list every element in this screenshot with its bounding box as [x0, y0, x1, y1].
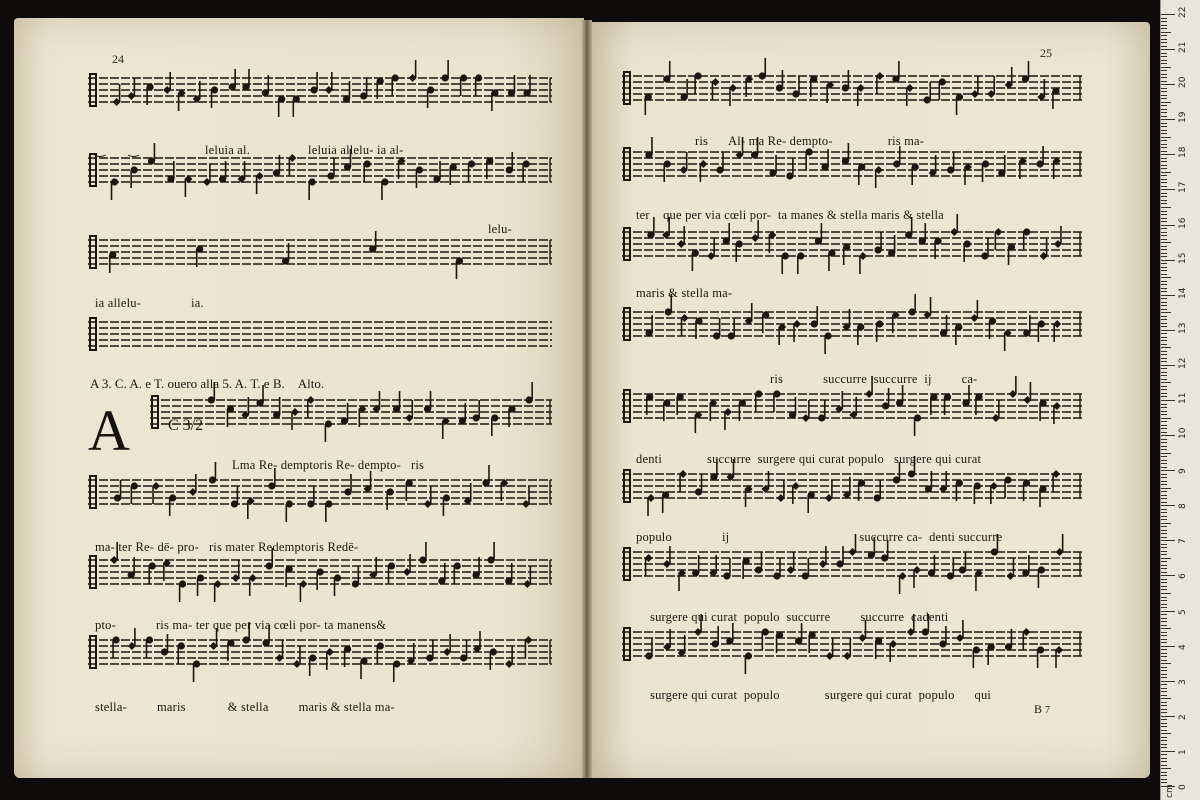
ruler-tick [1161, 449, 1167, 450]
ruler-tick [1161, 537, 1167, 538]
ruler-tick [1161, 477, 1167, 478]
ruler-tick [1161, 639, 1167, 640]
ruler-unit: cm [1165, 784, 1175, 798]
ruler-tick [1161, 737, 1167, 738]
ruler-label: 15 [1178, 252, 1188, 264]
ruler-tick [1161, 88, 1167, 89]
lyric-line: pto- ris ma- ter que per via cœli por- ta manens& [95, 618, 387, 632]
ruler-tick [1161, 393, 1167, 394]
ruler-tick [1161, 512, 1167, 513]
ruler-tick [1161, 102, 1171, 103]
ruler-tick [1161, 554, 1167, 555]
ruler-tick [1161, 407, 1167, 408]
ruler-tick [1161, 32, 1171, 33]
ruler-tick [1161, 144, 1167, 145]
ruler-tick [1161, 98, 1167, 99]
ruler-label: 11 [1178, 392, 1188, 404]
ruler-label: 20 [1178, 76, 1188, 89]
ruler-tick [1161, 695, 1167, 696]
ruler-tick [1161, 46, 1167, 47]
ruler-tick [1161, 361, 1167, 362]
ruler-tick [1161, 768, 1171, 769]
ruler-tick [1161, 702, 1167, 703]
ruler-tick [1161, 130, 1167, 131]
ruler-tick [1161, 305, 1167, 306]
ruler-tick [1161, 337, 1167, 338]
ruler-tick [1161, 568, 1167, 569]
ruler-tick [1161, 467, 1167, 468]
ruler-tick [1161, 719, 1167, 720]
ruler-tick [1161, 523, 1171, 524]
ruler-tick [1161, 288, 1167, 289]
music-staff [622, 214, 1082, 274]
lyric-line: stella- maris & stella maris & stella ma- [95, 700, 395, 714]
ruler-label: 16 [1178, 217, 1188, 229]
ruler-tick [1161, 439, 1167, 440]
ruler-tick [1161, 516, 1167, 517]
ruler-tick [1161, 84, 1175, 85]
ruler-tick [1161, 600, 1167, 601]
ruler-tick [1161, 168, 1167, 169]
ruler-tick [1161, 502, 1167, 503]
ruler-tick [1161, 18, 1167, 19]
ruler-tick [1161, 558, 1171, 559]
ruler-tick [1161, 91, 1167, 92]
ruler-tick [1161, 242, 1171, 243]
ruler-tick [1161, 182, 1167, 183]
ruler-tick [1161, 347, 1171, 348]
ruler-tick [1161, 56, 1167, 57]
ruler-tick [1161, 344, 1167, 345]
ruler-tick [1161, 593, 1171, 594]
ruler-tick [1161, 186, 1167, 187]
ruler-label: 14 [1178, 287, 1188, 299]
ruler-tick [1161, 333, 1167, 334]
ruler-tick [1161, 249, 1167, 250]
ruler-tick [1161, 309, 1167, 310]
ruler-tick [1161, 474, 1167, 475]
ruler-tick [1161, 137, 1171, 138]
ruler-tick [1161, 221, 1167, 222]
ruler-tick [1161, 372, 1167, 373]
ruler-tick [1161, 428, 1167, 429]
ruler-tick [1161, 519, 1167, 520]
ruler-tick [1161, 744, 1167, 745]
ruler-tick [1161, 351, 1167, 352]
measurement-ruler [1160, 0, 1200, 800]
ruler-label: 13 [1178, 322, 1188, 334]
ruler-tick [1161, 505, 1175, 506]
ruler-tick [1161, 540, 1175, 541]
ruler-tick [1161, 625, 1167, 626]
ruler-tick [1161, 21, 1167, 22]
ruler-tick [1161, 270, 1167, 271]
ruler-tick [1161, 211, 1167, 212]
ruler-tick [1161, 481, 1167, 482]
ruler-tick [1161, 688, 1167, 689]
lyric-line: surgere qui curat populo succurre succurre cadenti [650, 610, 949, 624]
ruler-tick [1161, 235, 1167, 236]
ruler-label: 18 [1178, 146, 1188, 159]
ruler-tick [1161, 754, 1167, 755]
ruler-tick [1161, 681, 1175, 682]
ruler-tick [1161, 442, 1167, 443]
ruler-label: 7 [1178, 538, 1188, 545]
ruler-tick [1161, 316, 1167, 317]
left-page-number: 24 [112, 52, 124, 66]
ruler-tick [1161, 42, 1167, 43]
ruler-tick [1161, 116, 1167, 117]
ruler-tick [1161, 765, 1167, 766]
ruler-tick [1161, 621, 1167, 622]
ruler-tick [1161, 667, 1167, 668]
ruler-tick [1161, 712, 1167, 713]
ruler-tick [1161, 291, 1167, 292]
ruler-tick [1161, 225, 1175, 226]
ruler-tick [1161, 547, 1167, 548]
ruler-tick [1161, 147, 1167, 148]
ruler-tick [1161, 196, 1167, 197]
ruler-tick [1161, 28, 1167, 29]
ruler-tick [1161, 446, 1167, 447]
ruler-tick [1161, 109, 1167, 110]
ruler-tick [1161, 35, 1167, 36]
ruler-label: 2 [1178, 714, 1188, 720]
ruler-tick [1161, 60, 1167, 61]
ruler-tick [1161, 263, 1167, 264]
ruler-tick [1161, 239, 1167, 240]
ruler-tick [1161, 246, 1167, 247]
ruler-tick [1161, 530, 1167, 531]
ruler-label: 0 [1178, 784, 1188, 790]
ruler-label: 21 [1178, 41, 1188, 54]
ruler-tick [1161, 214, 1167, 215]
ruler-tick [1161, 172, 1171, 173]
ruler-label: 8 [1178, 503, 1188, 510]
ruler-tick [1161, 400, 1175, 401]
ruler-tick [1161, 674, 1167, 675]
ruler-tick [1161, 298, 1167, 299]
ruler-tick [1161, 277, 1171, 278]
ruler-tick [1161, 95, 1167, 96]
ruler-tick [1161, 632, 1167, 633]
music-staff [88, 231, 552, 279]
lyric-line: maris & stella ma- [636, 286, 733, 300]
ruler-tick [1161, 207, 1171, 208]
ruler-label: 22 [1178, 6, 1188, 18]
ruler-tick [1161, 779, 1167, 780]
ruler-tick [1161, 330, 1175, 331]
ruler-tick [1161, 460, 1167, 461]
ruler-tick [1161, 772, 1167, 773]
music-staff [88, 60, 552, 117]
lyric-line: ‿ ‿ leluia al. leluia allelu- ia al- [95, 143, 404, 157]
ruler-tick [1161, 628, 1171, 629]
ruler-tick [1161, 203, 1167, 204]
ruler-label: 4 [1178, 643, 1188, 650]
ruler-tick [1161, 295, 1175, 296]
ruler-tick [1161, 368, 1167, 369]
ruler-tick [1161, 607, 1167, 608]
ruler-tick [1161, 495, 1167, 496]
ruler-tick [1161, 435, 1175, 436]
ruler-tick [1161, 161, 1167, 162]
ruler-tick [1161, 67, 1171, 68]
ruler-tick [1161, 70, 1167, 71]
ruler-tick [1161, 274, 1167, 275]
ruler-tick [1161, 81, 1167, 82]
ruler-tick [1161, 579, 1167, 580]
voicing-heading: A 3. C. A. e T. ouero alla 5. A. T. e B. Alto. [90, 376, 325, 391]
ruler-tick [1161, 105, 1167, 106]
ruler-tick [1161, 533, 1167, 534]
ruler-tick [1161, 421, 1167, 422]
lyric-line: ia allelu- ia. [95, 296, 204, 310]
ruler-tick [1161, 618, 1167, 619]
ruler-tick [1161, 53, 1167, 54]
ruler-tick [1161, 589, 1167, 590]
ruler-tick [1161, 340, 1167, 341]
music-staff [622, 58, 1082, 115]
lyric-line: ma- ter Re- dē- pro- ris mater Redemptoris Redē- [95, 540, 359, 554]
ruler-tick [1161, 544, 1167, 545]
ruler-tick [1161, 77, 1167, 78]
ruler-tick [1161, 228, 1167, 229]
ruler-tick [1161, 698, 1171, 699]
ruler-tick [1161, 456, 1167, 457]
ruler-label: 5 [1178, 608, 1188, 615]
ruler-tick [1161, 39, 1167, 40]
ruler-tick [1161, 126, 1167, 127]
ruler-tick [1161, 572, 1167, 573]
ruler-tick [1161, 660, 1167, 661]
ruler-tick [1161, 453, 1171, 454]
ruler-tick [1161, 389, 1167, 390]
right-page-number: 25 [1040, 46, 1052, 60]
ruler-tick [1161, 586, 1167, 587]
lyric-line: Lma Re- demptoris Re- dempto- ris [232, 458, 425, 472]
ruler-tick [1161, 716, 1175, 717]
ruler-tick [1161, 684, 1167, 685]
lyric-line: lelu- [488, 222, 512, 236]
music-staff [622, 294, 1082, 354]
ruler-tick [1161, 561, 1167, 562]
ruler-tick [1161, 260, 1175, 261]
ruler-tick [1161, 730, 1167, 731]
ruler-tick [1161, 582, 1167, 583]
ruler-tick [1161, 382, 1171, 383]
ruler-tick [1161, 396, 1167, 397]
ruler-tick [1161, 386, 1167, 387]
ruler-tick [1161, 635, 1167, 636]
ruler-label: 19 [1178, 111, 1188, 124]
ruler-tick [1161, 425, 1167, 426]
ruler-tick [1161, 726, 1167, 727]
ruler-label: 12 [1178, 357, 1188, 369]
ruler-tick [1161, 498, 1167, 499]
ruler-tick [1161, 646, 1175, 647]
ruler-tick [1161, 418, 1171, 419]
voice-label: Alto. [297, 376, 325, 391]
ruler-tick [1161, 775, 1167, 776]
ruler-tick [1161, 319, 1167, 320]
decorated-initial: A [88, 398, 130, 463]
ruler-tick [1161, 411, 1167, 412]
ruler-tick [1161, 158, 1167, 159]
lyric-line: populo ij succurre ca- denti succurre [636, 530, 1003, 544]
ruler-tick [1161, 761, 1167, 762]
ruler-tick [1161, 677, 1167, 678]
lyric-line: ter que per via cœli por- ta manes & stella maris & stella [636, 208, 944, 222]
lyric-line: surgere qui curat populo surgere qui curat populo qui [650, 688, 992, 702]
ruler-tick [1161, 112, 1167, 113]
ruler-label: 9 [1178, 468, 1188, 475]
ruler-tick [1161, 312, 1171, 313]
ruler-tick [1161, 663, 1171, 664]
ruler-tick [1161, 140, 1167, 141]
ruler-tick [1161, 74, 1167, 75]
ruler-tick [1161, 354, 1167, 355]
ruler-tick [1161, 575, 1175, 576]
ruler-tick [1161, 284, 1167, 285]
ruler-tick [1161, 123, 1167, 124]
ruler-tick [1161, 49, 1175, 50]
ruler-label: 3 [1178, 678, 1188, 685]
ruler-tick [1161, 432, 1167, 433]
ruler-tick [1161, 179, 1167, 180]
ruler-tick [1161, 491, 1167, 492]
ruler-tick [1161, 565, 1167, 566]
ruler-tick [1161, 165, 1167, 166]
lyric-line: ris Al- ma Re- dempto- ris ma- [695, 134, 925, 148]
ruler-tick [1161, 670, 1167, 671]
ruler-tick [1161, 691, 1167, 692]
time-signature: C 3/2 [168, 417, 204, 434]
ruler-tick [1161, 154, 1175, 155]
ruler-tick [1161, 758, 1167, 759]
ruler-label: 17 [1178, 182, 1188, 194]
ruler-tick [1161, 470, 1175, 471]
ruler-tick [1161, 649, 1167, 650]
ruler-tick [1161, 709, 1167, 710]
ruler-label: 1 [1178, 749, 1188, 755]
ruler-tick [1161, 751, 1175, 752]
ruler-tick [1161, 705, 1167, 706]
ruler-tick [1161, 526, 1167, 527]
ruler-tick [1161, 302, 1167, 303]
ruler-tick [1161, 653, 1167, 654]
signature-mark: B 7 [1034, 702, 1051, 716]
ruler-tick [1161, 193, 1167, 194]
ruler-tick [1161, 267, 1167, 268]
ruler-tick [1161, 488, 1171, 489]
ruler-tick [1161, 14, 1175, 15]
ruler-tick [1161, 281, 1167, 282]
lyric-line: denti succurre surgere qui curat populo surgere qui curat [636, 452, 982, 466]
ruler-tick [1161, 365, 1175, 366]
ruler-tick [1161, 642, 1167, 643]
ruler-tick [1161, 611, 1175, 612]
ruler-tick [1161, 414, 1167, 415]
ruler-tick [1161, 509, 1167, 510]
ruler-tick [1161, 323, 1167, 324]
ruler-tick [1161, 189, 1175, 190]
ruler-tick [1161, 326, 1167, 327]
ruler-tick [1161, 151, 1167, 152]
ruler-tick [1161, 740, 1167, 741]
ruler-tick [1161, 463, 1167, 464]
ruler-tick [1161, 63, 1167, 64]
lyric-line: ris succurre succurre ij ca- [770, 372, 978, 386]
ruler-tick [1161, 253, 1167, 254]
ruler-tick [1161, 25, 1167, 26]
ruler-label: 6 [1178, 573, 1188, 580]
ruler-tick [1161, 119, 1175, 120]
ruler-label: 10 [1178, 427, 1188, 440]
ruler-tick [1161, 175, 1167, 176]
ruler-tick [1161, 218, 1167, 219]
ruler-tick [1161, 656, 1167, 657]
ruler-tick [1161, 614, 1167, 615]
ruler-tick [1161, 747, 1167, 748]
ruler-tick [1161, 358, 1167, 359]
ruler-tick [1161, 232, 1167, 233]
ruler-tick [1161, 484, 1167, 485]
ruler-tick [1161, 723, 1167, 724]
ruler-tick [1161, 551, 1167, 552]
ruler-tick [1161, 200, 1167, 201]
ruler-tick [1161, 133, 1167, 134]
ruler-tick [1161, 404, 1167, 405]
ruler-tick [1161, 604, 1167, 605]
ruler-tick [1161, 597, 1167, 598]
ruler-tick [1161, 256, 1167, 257]
ruler-tick [1161, 733, 1171, 734]
ruler-tick [1161, 375, 1167, 376]
ruler-tick [1161, 379, 1167, 380]
music-staff [88, 318, 552, 350]
